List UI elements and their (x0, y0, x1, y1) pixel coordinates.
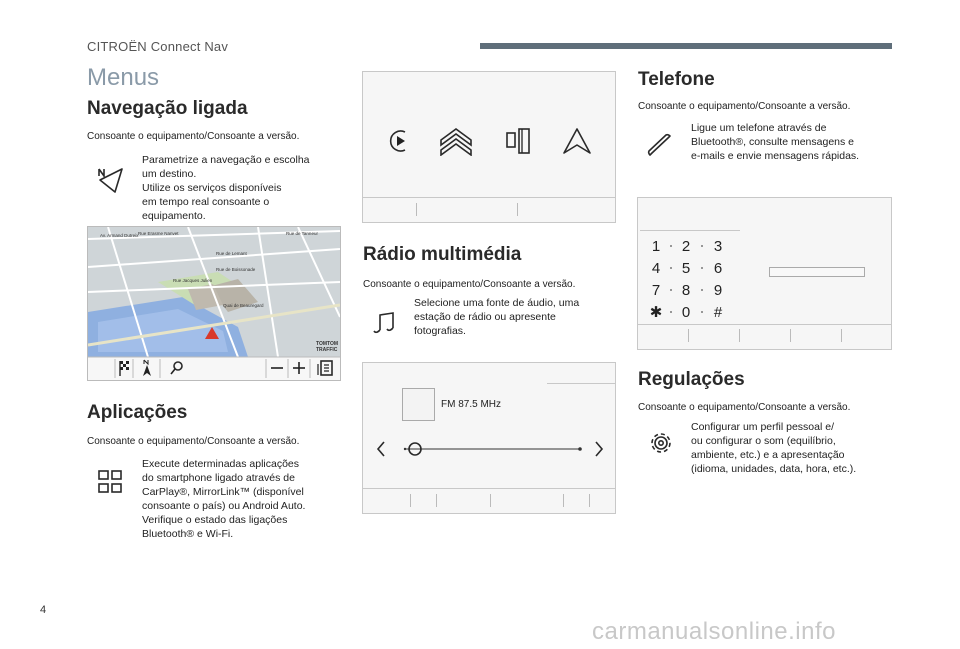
search-icon[interactable] (170, 360, 184, 376)
tab-separator (436, 494, 437, 507)
key-8[interactable]: 8 (681, 282, 691, 299)
tab-separator (688, 329, 689, 342)
station-frequency: FM 87.5 MHz (441, 399, 502, 410)
tomtom-logo: TOMTOM (316, 341, 339, 347)
key-9[interactable]: 9 (713, 282, 723, 299)
radio-line: Selecione uma fonte de áudio, uma (414, 297, 580, 309)
apps-screen (362, 71, 616, 223)
street-label: Quai de Beauregard (223, 303, 264, 308)
key-2[interactable]: 2 (681, 238, 691, 255)
map-view (88, 227, 340, 380)
citroen-chevrons-icon[interactable] (439, 126, 473, 156)
street-label: Rue Jacques Julien (173, 278, 213, 283)
key-7[interactable]: 7 (651, 282, 661, 299)
settings-section-title: Regulações (638, 369, 745, 390)
key-0[interactable]: 0 (681, 304, 691, 321)
radio-screen (362, 362, 616, 514)
prev-station-icon (378, 442, 384, 456)
apps-intro: Consoante o equipamento/Consoante a versão. (87, 436, 300, 447)
station-logo (402, 388, 435, 421)
nav-line: Utilize os serviços disponíveis (142, 182, 282, 194)
tab-separator (517, 203, 518, 216)
phone-description (691, 121, 896, 163)
phone-line: e-mails e envie mensagens rápidas. (691, 150, 860, 162)
tab-separator (589, 494, 590, 507)
phone-screen (637, 197, 892, 350)
apps-line: do smartphone ligado através de (142, 472, 295, 484)
tab-separator (410, 494, 411, 507)
tab-separator (563, 494, 564, 507)
radio-line: estação de rádio ou apresente (414, 311, 556, 323)
settings-line: ambiente, etc.) e a apresentação (691, 449, 845, 461)
nav-description (142, 153, 347, 223)
screen-divider (363, 488, 615, 489)
music-note-icon (372, 310, 398, 336)
key-star[interactable]: ✱ (649, 304, 663, 321)
play-icon[interactable] (387, 128, 411, 154)
traffic-logo: TRAFFIC (316, 347, 338, 353)
frequency-slider[interactable] (375, 437, 607, 461)
street-label: Rue de Tanneur (286, 231, 318, 236)
settings-line: (idioma, unidades, data, hora, etc.). (691, 463, 857, 475)
radio-section-title: Rádio multimédia (363, 244, 522, 265)
nav-triangle-icon[interactable] (562, 126, 592, 156)
settings-line: ou configurar o som (equilíbrio, (691, 435, 836, 447)
nav-intro: Consoante o equipamento/Consoante a versão. (87, 131, 300, 142)
nav-screen (87, 226, 341, 381)
apps-section-title: Aplicações (87, 402, 188, 423)
radio-intro: Consoante o equipamento/Consoante a versão. (363, 279, 576, 290)
gear-icon (646, 428, 676, 458)
street-label: Rue de Lemant (216, 251, 247, 256)
tab-separator (790, 329, 791, 342)
header-title: CITROËN Connect Nav (87, 39, 229, 54)
phone-line: Bluetooth®, consulte mensagens e (691, 136, 855, 148)
settings-description (691, 420, 901, 476)
compass-icon[interactable] (140, 359, 154, 377)
phone-keypad[interactable] (648, 234, 748, 322)
radio-line: fotografias. (414, 325, 466, 337)
key-5[interactable]: 5 (681, 260, 691, 277)
nav-line: equipamento. (142, 210, 206, 222)
street-label: Rue Erasme Nanvet (138, 231, 179, 236)
tab-separator (490, 494, 491, 507)
phone-handset-icon (646, 131, 674, 159)
finish-flag-icon[interactable] (118, 359, 132, 377)
apps-line: CarPlay®, MirrorLink™ (disponível (142, 486, 304, 498)
radio-description (414, 296, 614, 338)
key-4[interactable]: 4 (651, 260, 661, 277)
key-hash[interactable]: # (713, 304, 723, 321)
nav-line: Parametrize a navegação e escolha (142, 154, 310, 166)
nav-line: um destino. (142, 168, 197, 180)
screen-divider (547, 383, 615, 384)
street-label: Av. Armand Dutreix (100, 233, 139, 238)
screen-divider (640, 230, 740, 231)
header-bar (480, 43, 892, 49)
navigation-arrow-icon (96, 165, 126, 195)
apps-line: consoante o país) ou Android Auto. (142, 500, 306, 512)
page-heading: Menus (87, 64, 160, 91)
apps-grid-icon (97, 469, 123, 495)
next-station-icon (596, 442, 602, 456)
street-label: Rue de Boissonade (216, 267, 256, 272)
settings-line: Configurar um perfil pessoal e/ (691, 421, 834, 433)
apps-line: Bluetooth® e Wi-Fi. (142, 528, 234, 540)
tab-separator (841, 329, 842, 342)
nav-line: em tempo real consoante o (142, 196, 270, 208)
key-3[interactable]: 3 (713, 238, 723, 255)
zoom-out-icon[interactable] (269, 360, 285, 376)
tab-separator (739, 329, 740, 342)
apps-line: Execute determinadas aplicações (142, 458, 300, 470)
phone-intro: Consoante o equipamento/Consoante a versão. (638, 101, 851, 112)
page-number: 4 (40, 604, 47, 616)
screen-divider (638, 324, 891, 325)
number-display[interactable] (769, 267, 865, 277)
map-options-icon[interactable] (314, 359, 334, 377)
key-1[interactable]: 1 (651, 238, 661, 255)
nav-section-title: Navegação ligada (87, 98, 248, 119)
apps-description (142, 457, 352, 541)
apps-line: Verifique o estado das ligações (142, 514, 288, 526)
phone-line: Ligue um telefone através de (691, 122, 827, 134)
settings-intro: Consoante o equipamento/Consoante a versão. (638, 402, 851, 413)
smartphone-link-icon[interactable] (503, 127, 533, 157)
key-6[interactable]: 6 (713, 260, 723, 277)
watermark: carmanualsonline.info (592, 618, 836, 645)
phone-section-title: Telefone (638, 69, 715, 90)
tab-separator (416, 203, 417, 216)
screen-divider (363, 197, 615, 198)
zoom-in-icon[interactable] (291, 360, 307, 376)
